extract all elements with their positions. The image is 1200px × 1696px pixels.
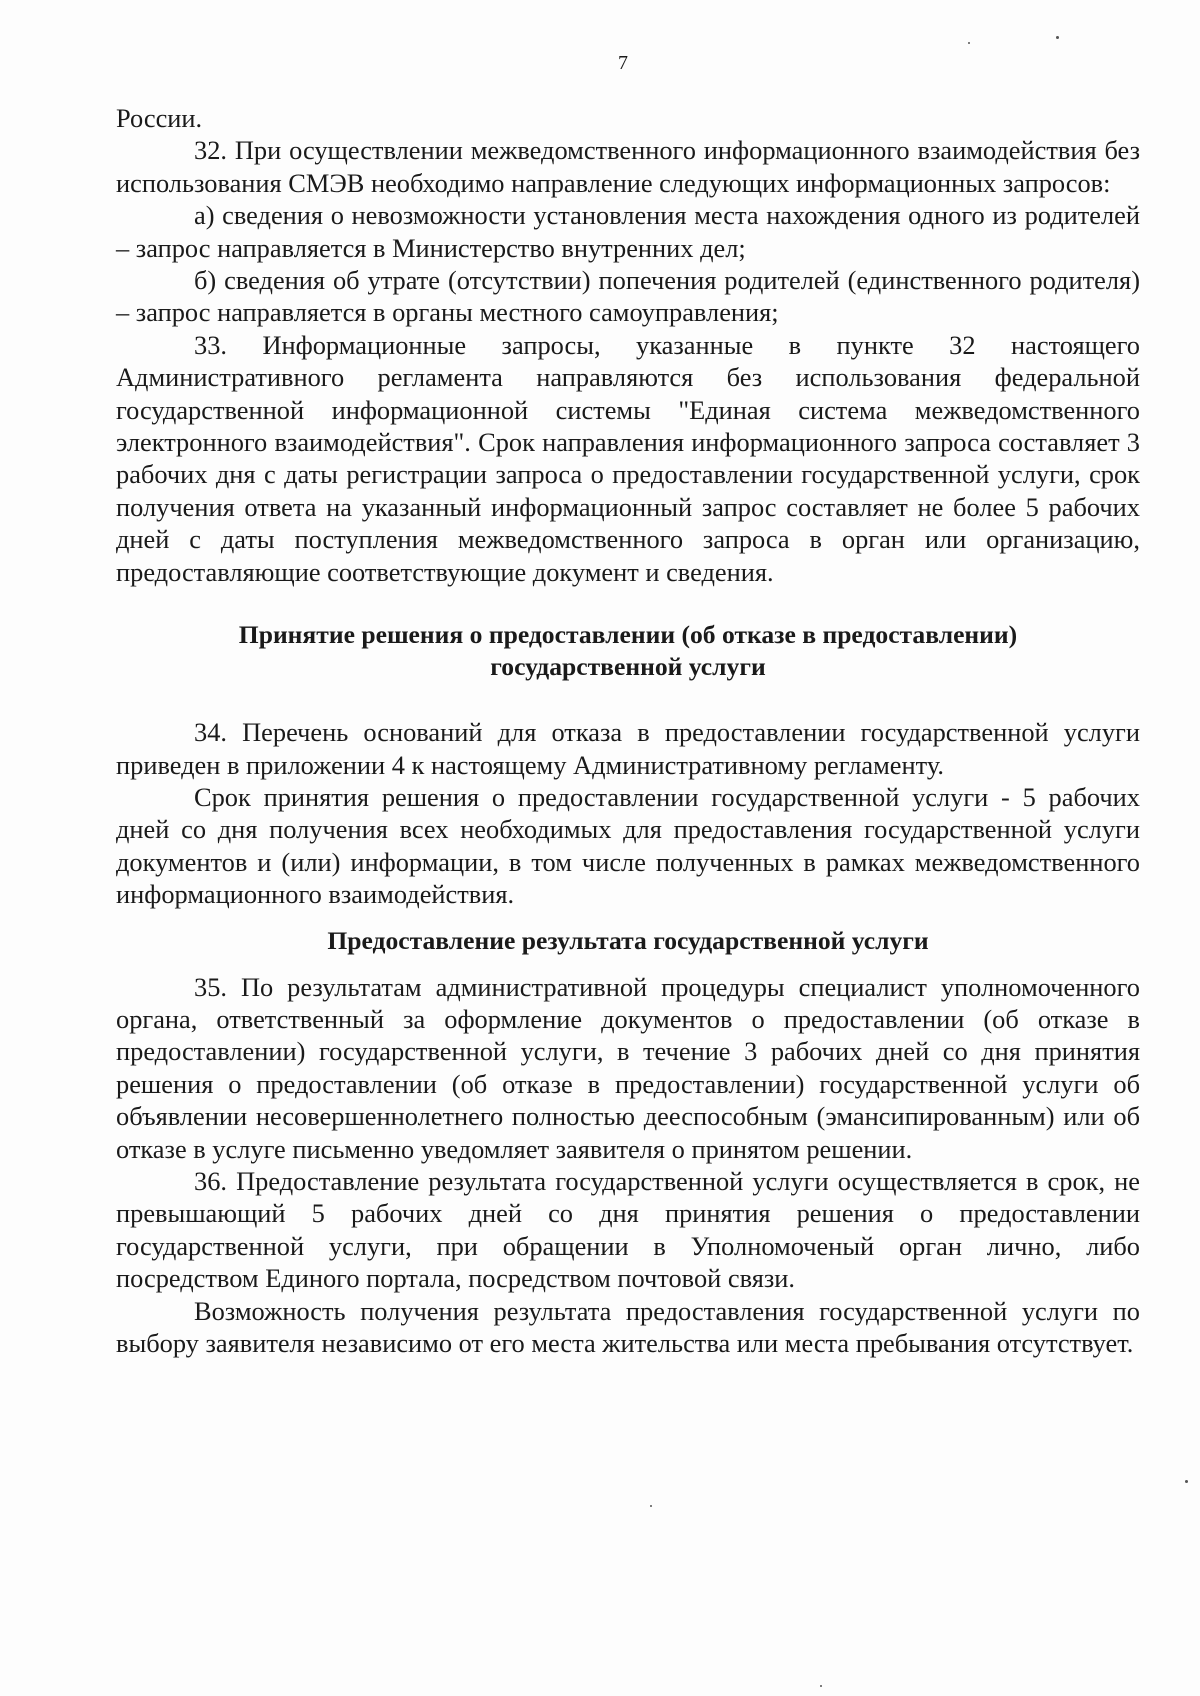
paragraph-result-location: Возможность получения результата предоставления государственной услуги по выбору заявителя независимо от его места жительства или места пребывания отсутствует.: [116, 1295, 1140, 1358]
document-body: [116, 102, 1140, 1359]
paragraph-36: 36. Предоставление результата государственной услуги осуществляется в срок, не превышающий 5 рабочих дней со дня принятия решения о предоставлении государственной услуги, при обращении в Уполномоченый орган лично, либо посредством Единого портала, посредством почтовой связи.: [116, 1165, 1140, 1294]
section-heading-result: Предоставление результата государственной услуги: [327, 925, 929, 955]
scan-speck: [1185, 1480, 1188, 1483]
paragraph-33: 33. Информационные запросы, указанные в пункте 32 настоящего Административного регламента направляются без использования федеральной государственной информационной системы "Единая система межведомственного электронного взаимодействия". Срок направления информационного запроса составляет 3 рабочих дня с даты регистрации запроса о предоставлении государственной услуги, срок получения ответа на указанный информационный запрос составляет не более 5 рабочих дней с даты поступления межведомственного запроса в орган или организацию, предоставляющие соответствующие документ и сведения.: [116, 329, 1140, 587]
scan-speck: [820, 1685, 822, 1687]
scan-speck: [1056, 36, 1059, 39]
scan-speck: [650, 1505, 652, 1507]
paragraph-decision-term: Срок принятия решения о предоставлении государственной услуги - 5 рабочих дней со дня получения всех необходимых для предоставления государственной услуги документов и (или) информации, в том числе полученных в рамках межведомственного информационного взаимодействия.: [116, 781, 1140, 910]
section-heading-decision: [116, 619, 1140, 683]
paragraph-35: 35. По результатам административной процедуры специалист уполномоченного органа, ответственный за оформление документов о предоставлении (об отказе в предоставлении) государственной услуги, в течение 3 рабочих дней со дня принятия решения о предоставлении (об отказе в предоставлении) государственной услуги об объявлении несовершеннолетнего полностью дееспособным (эмансипированным) или об отказе в услуге письменно уведомляет заявителя о принятом решении.: [116, 971, 1140, 1164]
paragraph-32b: б) сведения об утрате (отсутствии) попечения родителей (единственного родителя) – запрос направляется в органы местного самоуправления;: [116, 265, 1140, 328]
section-heading-decision-line-2: государственной услуги: [490, 652, 766, 682]
scan-speck: [968, 42, 970, 44]
page-number: 7: [618, 52, 628, 74]
paragraph-32a: а) сведения о невозможности установления места нахождения одного из родителей – запрос направляется в Министерство внутренних дел;: [116, 200, 1140, 263]
section-heading-decision-line-1: Принятие решения о предоставлении (об отказе в предоставлении): [238, 620, 1018, 650]
paragraph-32: 32. При осуществлении межведомственного информационного взаимодействия без использования СМЭВ необходимо направление следующих информационных запросов:: [116, 135, 1140, 198]
paragraph-continuation: России.: [116, 103, 203, 133]
paragraph-34: 34. Перечень оснований для отказа в предоставлении государственной услуги приведен в приложении 4 к настоящему Административному регламенту.: [116, 717, 1140, 780]
